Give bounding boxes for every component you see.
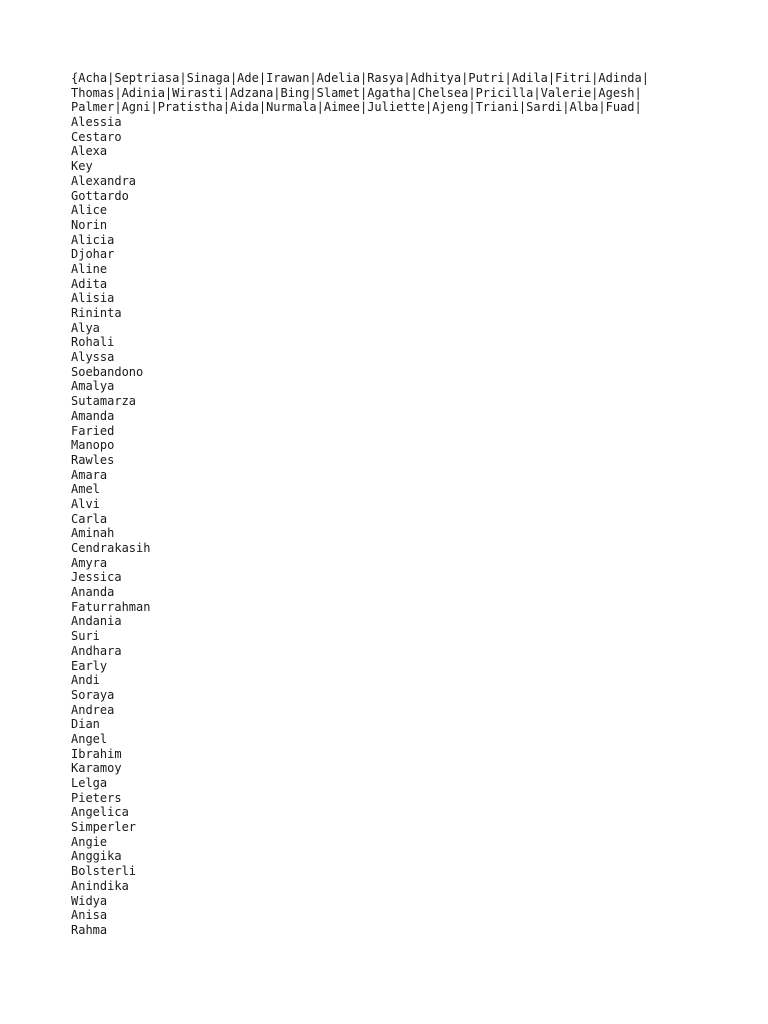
- name-list: [71, 115, 711, 938]
- name-item: Jessica: [71, 570, 122, 585]
- name-item: Faried: [71, 423, 115, 438]
- document-page: [71, 71, 711, 938]
- name-item: Soebandono: [71, 364, 144, 379]
- name-item: Simperler: [71, 820, 137, 835]
- name-item: Aline: [71, 261, 108, 276]
- name-item: Norin: [71, 217, 108, 232]
- header-line: {Acha|Septriasa|Sinaga|Ade|Irawan|Adelia|Rasya|Adhitya|Putri|Adila|Fitri|Adinda|: [71, 71, 649, 85]
- name-item: Andania: [71, 614, 122, 629]
- name-item: Suri: [71, 629, 100, 644]
- name-item: Bolsterli: [71, 864, 137, 879]
- name-item: Rahma: [71, 922, 108, 937]
- name-item: Aminah: [71, 526, 115, 541]
- name-item: Ananda: [71, 585, 115, 600]
- name-item: Anindika: [71, 878, 129, 893]
- name-item: Amara: [71, 467, 108, 482]
- name-item: Cestaro: [71, 129, 122, 144]
- name-item: Alisia: [71, 291, 115, 306]
- name-item: Djohar: [71, 247, 115, 262]
- name-item: Widya: [71, 893, 108, 908]
- name-item: Rininta: [71, 306, 122, 320]
- name-item: Alexa: [71, 144, 108, 159]
- name-item: Manopo: [71, 438, 115, 453]
- name-item: Gottardo: [71, 188, 129, 203]
- name-item: Alyssa: [71, 350, 115, 365]
- name-item: Angelica: [71, 805, 129, 820]
- name-item: Andrea: [71, 702, 115, 717]
- name-item: Adita: [71, 276, 108, 291]
- name-item: Andhara: [71, 643, 122, 658]
- header-line: Palmer|Agni|Pratistha|Aida|Nurmala|Aimee|Juliette|Ajeng|Triani|Sardi|Alba|Fuad|: [71, 100, 642, 115]
- name-item: Alice: [71, 203, 108, 218]
- name-item: Rohali: [71, 335, 115, 350]
- name-item: Lelga: [71, 776, 108, 790]
- name-item: Andi: [71, 673, 100, 688]
- name-item: Ibrahim: [71, 746, 122, 761]
- header-block: [71, 71, 711, 115]
- name-item: Angel: [71, 731, 108, 746]
- name-item: Anisa: [71, 908, 108, 923]
- name-item: Alessia: [71, 115, 122, 130]
- name-item: Amanda: [71, 408, 115, 423]
- name-item: Soraya: [71, 687, 115, 702]
- name-item: Amyra: [71, 555, 108, 570]
- name-item: Alicia: [71, 232, 115, 247]
- name-item: Alexandra: [71, 173, 137, 188]
- name-item: Anggika: [71, 849, 122, 864]
- name-item: Alvi: [71, 496, 100, 511]
- name-item: Faturrahman: [71, 599, 151, 614]
- name-item: Amalya: [71, 379, 115, 394]
- name-item: Pieters: [71, 790, 122, 805]
- name-item: Alya: [71, 320, 100, 335]
- name-item: Karamoy: [71, 761, 122, 776]
- header-line: Thomas|Adinia|Wirasti|Adzana|Bing|Slamet|Agatha|Chelsea|Pricilla|Valerie|Agesh|: [71, 85, 642, 100]
- name-item: Rawles: [71, 452, 115, 467]
- name-item: Sutamarza: [71, 394, 137, 409]
- name-item: Key: [71, 159, 93, 174]
- name-item: Angie: [71, 834, 108, 849]
- name-item: Carla: [71, 511, 108, 526]
- name-item: Early: [71, 658, 108, 673]
- name-item: Dian: [71, 717, 100, 732]
- name-item: Amel: [71, 482, 100, 497]
- name-item: Cendrakasih: [71, 541, 151, 555]
